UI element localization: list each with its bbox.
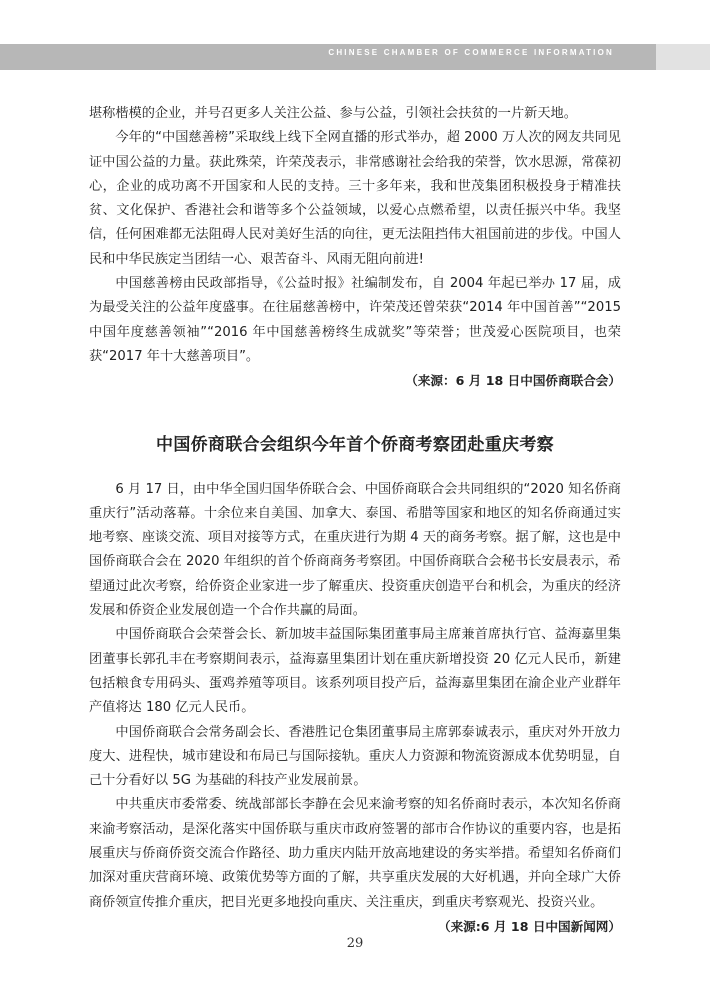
header-tab [656, 44, 710, 70]
running-header: CHINESE CHAMBER OF COMMERCE INFORMATION [328, 48, 614, 57]
paragraph: 堪称楷模的企业，并号召更多人关注公益、参与公益，引领社会扶贫的一片新天地。 [89, 106, 577, 121]
paragraph: 6 月 17 日，由中华全国归国华侨联合会、中国侨商联合会共同组织的“2020 知名侨商重庆行”活动落幕。十余位来自美国、加拿大、泰国、希腊等国家和地区的知名侨商通过实地考察、座谈交流、项目对接等方式，在重庆进行为期 4 天的商务考察。据了解，这也是中国侨商联合会在 2020 年组织的首个侨商商务考察团。中国侨商联合会秘书长安晨表示，希望通过此次考察，给侨资企业家进一步了解重庆、投资重庆创造平台和机会，为重庆的经济发展和侨资企业发展创造一个合作共赢的局面。 [89, 481, 621, 619]
page-number: 29 [346, 936, 364, 951]
paragraph: 中国侨商联合会常务副会长、香港胜记仓集团董事局主席郭泰诚表示，重庆对外开放力度大、进程快，城市建设和布局已与国际接轨。重庆人力资源和物流资源成本优势明显，自己十分看好以 5G 为基础的科技产业发展前景。 [89, 724, 621, 789]
article-source: （来源：6 月 18 日中国侨商联合会） [405, 373, 621, 389]
page-content [89, 102, 621, 939]
paragraph: 中国侨商联合会荣誉会长、新加坡丰益国际集团董事局主席兼首席执行官、益海嘉里集团董事长郭孔丰在考察期间表示，益海嘉里集团计划在重庆新增投资 20 亿元人民币，新建包括粮食专用码头、蛋鸡养殖等项目。该系列项目投产后，益海嘉里集团在渝企业产业群年产值将达 180 亿元人民币。 [89, 627, 621, 716]
article-title: 中国侨商联合会组织今年首个侨商考察团赴重庆考察 [156, 434, 554, 455]
article-charity-list [89, 102, 621, 394]
paragraph: 中国慈善榜由民政部指导，《公益时报》社编制发布，自 2004 年起已举办 17 届，成为最受关注的公益年度盛事。在往届慈善榜中，许荣茂还曾荣获“2014 年中国首善”“2015 中国年度慈善领袖”“2016 年中国慈善榜终生成就奖”等荣誉；世茂爱心医院项目，也荣获“2017 年十大慈善项目”。 [89, 276, 621, 364]
article-chongqing-visit [89, 432, 621, 940]
paragraph: 中共重庆市委常委、统战部部长李静在会见来渝考察的知名侨商时表示，本次知名侨商来渝考察活动，是深化落实中国侨联与重庆市政府签署的部市合作协议的重要内容，也是拓展重庆与侨商侨资交流合作路径、助力重庆内陆开放高地建设的务实举措。希望知名侨商们加深对重庆营商环境、政策优势等方面的了解，共享重庆发展的大好机遇，并向全球广大侨商侨领宣传推介重庆，把目光更多地投向重庆、关注重庆，到重庆考察观光、投资兴业。 [89, 797, 621, 910]
article-source: （来源:6 月 18 日中国新闻网） [437, 918, 621, 934]
paragraph: 今年的“中国慈善榜”采取线上线下全网直播的形式举办，超 2000 万人次的网友共同见证中国公益的力量。获此殊荣，许荣茂表示，非常感谢社会给我的荣誉，饮水思源，常葆初心，企业的成功离不开国家和人民的支持。三十多年来，我和世茂集团积极投身于精准扶贫、文化保护、香港社会和谐等多个公益领域，以爱心点燃希望，以责任振兴中华。我坚信，任何困难都无法阻碍人民对美好生活的向往，更无法阻挡伟大祖国前进的步伐。中国人民和中华民族定当团结一心、艰苦奋斗、风雨无阻向前进! [89, 130, 621, 267]
